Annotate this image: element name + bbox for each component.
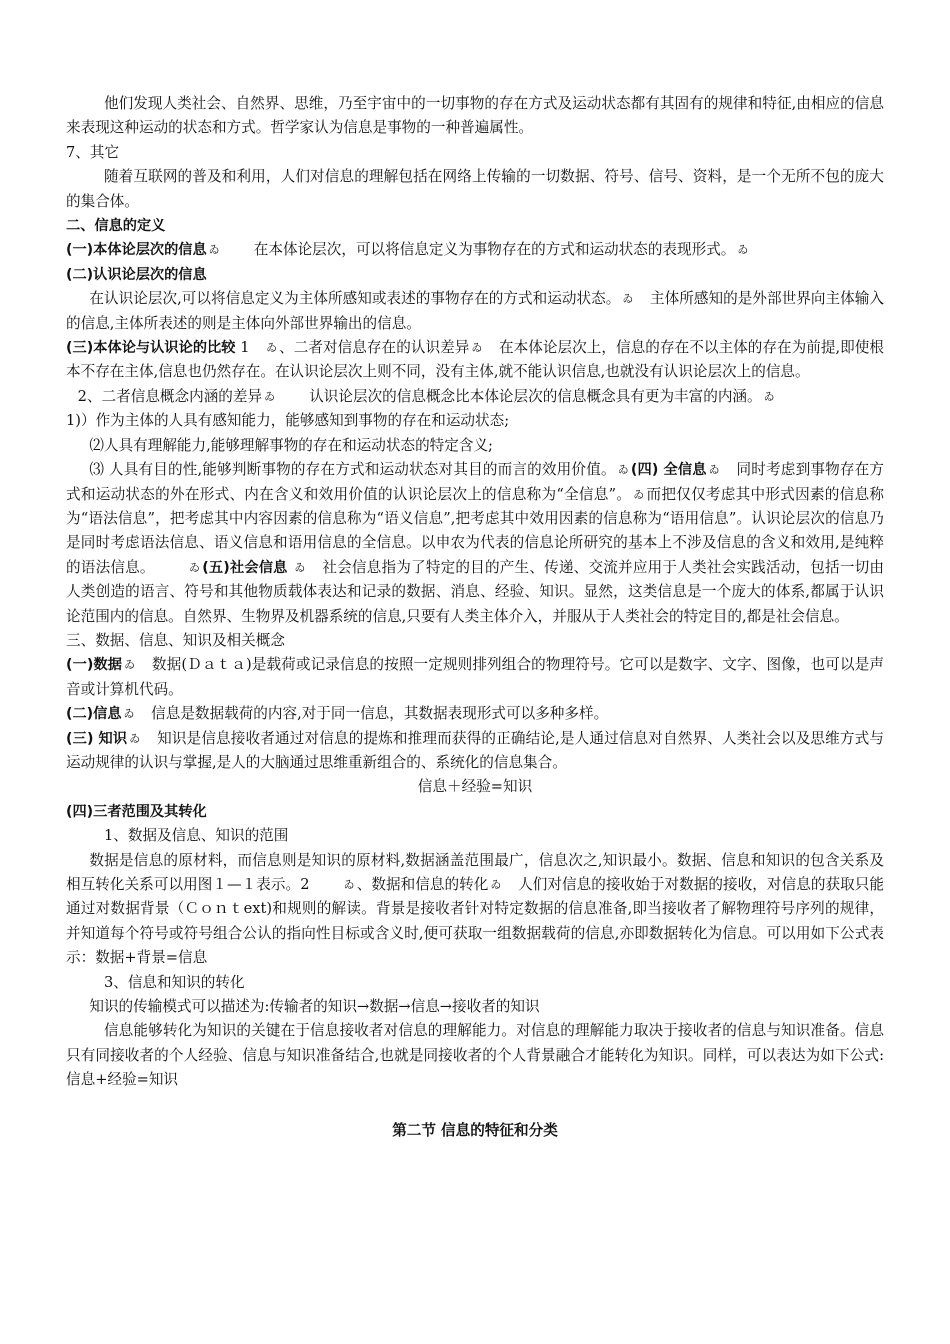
paragraph-comparison-2 <box>66 385 884 409</box>
mark-icon: ゐ <box>188 560 201 574</box>
epistemology-body-a: 在认识论层次,可以将信息定义为主体所感知或表述的事物存在的方式和运动状态。 <box>89 290 621 308</box>
paragraph-epistemology-head <box>66 263 884 287</box>
subheading-comparison: (三)本体论与认识论的比较 <box>66 340 236 357</box>
section-title: 第二节 信息的特征和分类 <box>392 1121 558 1139</box>
mark-icon: ゐ <box>123 707 135 721</box>
comparison-body2: 认识论层次的信息概念比本体论层次的信息概念具有更为丰富的内涵。 <box>309 387 762 405</box>
mark-icon: ゐ <box>622 292 634 306</box>
mark-icon: ゐ <box>490 878 502 891</box>
mark-icon: ゐ <box>763 389 775 403</box>
paragraph-ontology <box>66 238 884 262</box>
mark-icon: ゐ <box>124 658 136 672</box>
formula-info-experience-knowledge: 信息＋经验=知识 <box>417 778 533 796</box>
subheading-full-information: (四) 全信息 <box>630 462 707 479</box>
subheading-epistemology: (二)认识论层次的信息 <box>66 266 207 283</box>
paragraph-universal-property: 他们发现人类社会、自然界、思维，乃至宇宙中的一切事物的存在方式及运动状态都有其固有的规律和特征,由相应的信息来表现这种运动的状态和方式。哲学家认为信息是事物的一种普遍属性。 <box>66 95 884 137</box>
paragraph-knowledge <box>66 727 884 776</box>
mark-icon: ゐ <box>471 341 483 355</box>
comparison-body1: 在本体论层次上，信息的存在不以主体的存在为前提,即使根本不存在主体,信息也仍然存在。在认识论层次上则不同，没有主体,就不能认识信息,也就没有认识论层次上的信息。 <box>66 339 885 381</box>
comparison-sub1: 、二者对信息存在的认识差异 <box>279 339 470 357</box>
social-information-body: 社会信息指为了特定的目的产生、传递、交流并应用于人类社会实践活动，包括一切由人类创造的语言、符号和其他物质载体表达和记录的数据、消息、经验、知识。显然，这类信息是一个庞大的体系,都属于认识论范围内的信息。自然界、生物界及机器系统的信息,只要有人类主体介入，并服从于人类社会的特定目的,都是社会信息。 <box>66 558 885 625</box>
epistemology-body-b: 主体所感知的是外部世界向主体输入的信息,主体所表述的则是主体向外部世界输出的信息。 <box>66 290 884 332</box>
mark-icon: ゐ <box>266 341 278 355</box>
paragraph-epistemology <box>66 287 884 336</box>
subheading-scope-conversion: (四)三者范围及其转化 <box>66 803 207 820</box>
paragraph-info-to-knowledge: 信息能够转化为知识的关键在于信息接收者对信息的理解能力。对信息的理解能力取决于接收者的信息与知识准备。信息只有同接收者的个人经验、信息与知识准备结合,也就是同接收者的个人背景融合才能转化为知识。同样，可以表达为如下公式:信息+经验=知识 <box>66 1022 884 1089</box>
heading-definition: 二、信息的定义 <box>66 218 166 235</box>
mark-icon: ゐ <box>708 463 720 477</box>
subheading-knowledge: (三) 知识 <box>66 730 128 747</box>
paragraph-internet: 随着互联网的普及和利用，人们对信息的理解包括在网络上传输的一切数据、符号、信号、资料，是一个无所不包的庞大的集合体。 <box>66 168 884 210</box>
subheading-information: (二)信息 <box>66 706 122 723</box>
scope-body: 数据是信息的原材料，而信息则是知识的原材料,数据涵盖范围最广，信息次之,知识最小。数据、信息和知识的包含关系及相互转化关系可以用图１—１表示。2 <box>66 851 884 893</box>
data-body: 数据(Ｄａｔａ)是载荷或记录信息的按照一定规则排列组合的物理符号。它可以是数字、文字、图像，也可以是声音或计算机代码。 <box>66 656 885 698</box>
paragraph-comparison <box>66 336 884 385</box>
full-information-body-b: 而把仅仅考虑其中形式因素的信息称为“语法信息”，把考虑其中内容因素的信息称为“语义信息”,把考虑其中效用因素的信息称为“语用信息”。认识论层次的信息乃是同时考虑语法信息、语义信息和语用信息的全信息。以申农为代表的信息论所研究的基本上不涉及信息的含义和效用,是纯粹的语法信息。 <box>66 485 884 576</box>
mark-icon: ゐ <box>294 560 306 574</box>
heading-other: 7、其它 <box>66 143 120 161</box>
paragraph-full-information <box>66 458 884 629</box>
heading-data-info-knowledge: 三、数据、信息、知识及相关概念 <box>66 631 285 649</box>
information-body: 信息是数据载荷的内容,对于同一信息，其数据表现形式可以多种多样。 <box>151 705 609 723</box>
list-item-understanding: ⑵人具有理解能力,能够理解事物的存在和运动状态的特定含义; <box>89 436 493 454</box>
subheading-ontology: (一)本体论层次的信息 <box>66 242 207 259</box>
mark-icon: ゐ <box>737 243 749 257</box>
mark-icon: ゐ <box>617 463 629 477</box>
mark-icon: ゐ <box>633 487 645 501</box>
subheading-data: (一)数据 <box>66 657 123 674</box>
mark-icon: ゐ <box>343 878 355 891</box>
subheading-data-to-info: 、数据和信息的转化 <box>356 876 489 893</box>
knowledge-body: 知识是信息接收者通过对信息的提炼和推理而获得的正确结论,是人通过信息对自然界、人类社会以及思维方式与运动规律的认识与掌握,是人的大脑通过思维重新组合的、系统化的信息集合。 <box>66 729 884 771</box>
comparison-number: 1 <box>240 339 250 357</box>
comparison-sub2: 2、二者信息概念内涵的差异 <box>77 387 263 405</box>
full-information-body-a: 同时考虑到事物存在方式和运动状态的外在形式、内在含义和效用价值的认识论层次上的信息称为“全信息”。 <box>66 461 884 503</box>
paragraph-data <box>66 653 884 702</box>
subheading-scope: 1、数据及信息、知识的范围 <box>103 827 289 845</box>
mark-icon: ゐ <box>208 243 220 257</box>
mark-icon: ゐ <box>264 389 276 403</box>
paragraph-transmission-model: 知识的传输模式可以描述为:传输者的知识→数据→信息→接收者的知识 <box>89 998 540 1016</box>
mark-icon: ゐ <box>129 731 141 745</box>
ontology-body: 在本体论层次，可以将信息定义为事物存在的方式和运动状态的表现形式。 <box>253 241 736 259</box>
list-item-perception: 1)）作为主体的人具有感知能力，能够感知到事物的存在和运动状态; <box>66 412 510 430</box>
paragraph-information <box>66 702 884 726</box>
list-item-purpose: ⑶ 人具有目的性,能够判断事物的存在方式和运动状态对其目的而言的效用价值。 <box>89 461 616 479</box>
document-page <box>66 92 884 1158</box>
paragraph-scope <box>66 849 884 971</box>
subheading-social-information: (五)社会信息 <box>202 559 288 576</box>
data-to-info-body: 人们对信息的接收始于对数据的接收，对信息的获取只能通过对数据背景（Ｃｏｎｔext)和规则的解读。背景是接收者针对特定数据的信息准备,即当接收者了解物理符号序列的规律，并知道每个符号或符号组合公认的指向性目标或含义时,便可获取一组数据载荷的信息,亦即数据转化为信息。可以用如下公式表示：数据+背景=信息 <box>66 876 884 967</box>
subheading-info-to-knowledge: 3、信息和知识的转化 <box>103 973 245 991</box>
